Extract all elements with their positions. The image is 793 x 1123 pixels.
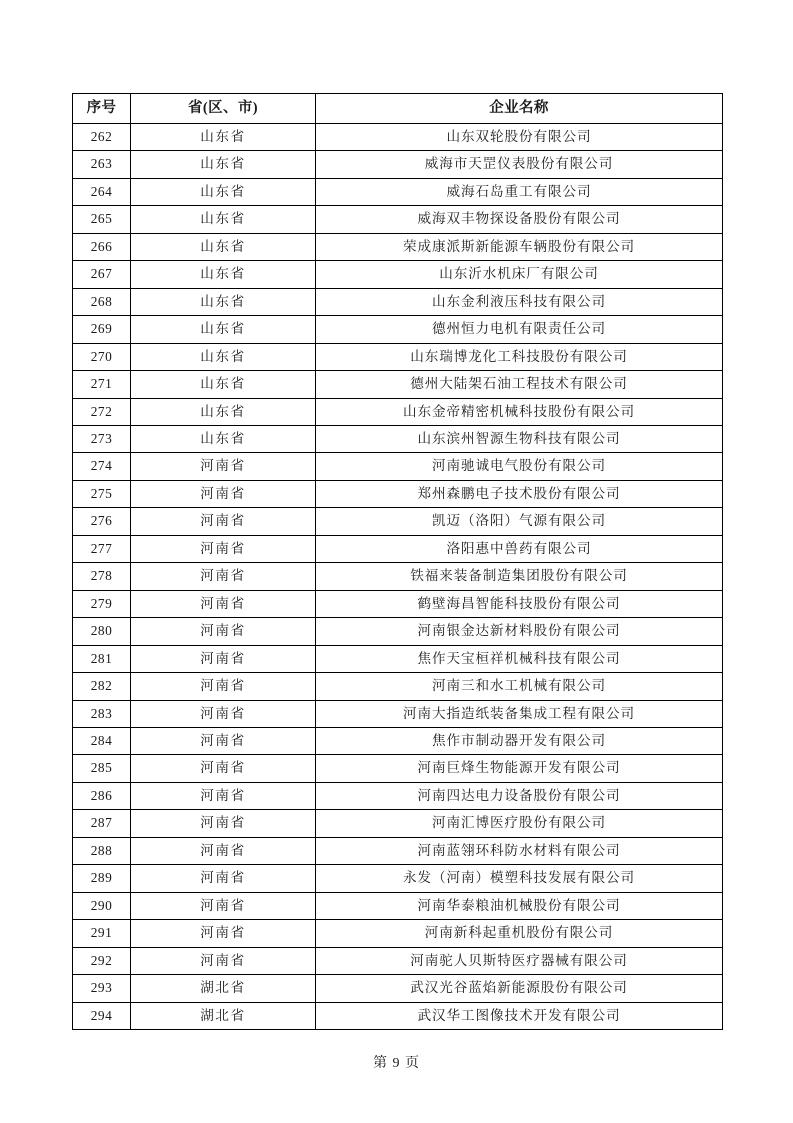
cell-province: 河南省 xyxy=(131,782,316,809)
cell-seq: 276 xyxy=(73,508,131,535)
cell-enterprise-name: 凯迈（洛阳）气源有限公司 xyxy=(316,508,723,535)
cell-seq: 271 xyxy=(73,371,131,398)
enterprise-list-table-container xyxy=(72,93,722,1030)
cell-enterprise-name: 山东金帝精密机械科技股份有限公司 xyxy=(316,398,723,425)
table-row xyxy=(73,535,723,562)
cell-province: 山东省 xyxy=(131,288,316,315)
cell-province: 山东省 xyxy=(131,124,316,151)
column-header-province: 省(区、市) xyxy=(131,94,316,124)
table-row xyxy=(73,892,723,919)
cell-seq: 289 xyxy=(73,865,131,892)
cell-enterprise-name: 河南驰诚电气股份有限公司 xyxy=(316,453,723,480)
cell-seq: 275 xyxy=(73,480,131,507)
table-row xyxy=(73,618,723,645)
table-row xyxy=(73,947,723,974)
table-row xyxy=(73,975,723,1002)
cell-province: 河南省 xyxy=(131,727,316,754)
cell-enterprise-name: 威海双丰物探设备股份有限公司 xyxy=(316,206,723,233)
cell-seq: 293 xyxy=(73,975,131,1002)
cell-province: 湖北省 xyxy=(131,1002,316,1029)
cell-seq: 287 xyxy=(73,810,131,837)
table-row xyxy=(73,371,723,398)
table-row xyxy=(73,1002,723,1029)
cell-seq: 273 xyxy=(73,425,131,452)
cell-enterprise-name: 郑州森鹏电子技术股份有限公司 xyxy=(316,480,723,507)
cell-seq: 266 xyxy=(73,233,131,260)
cell-enterprise-name: 焦作市制动器开发有限公司 xyxy=(316,727,723,754)
table-row xyxy=(73,727,723,754)
cell-seq: 265 xyxy=(73,206,131,233)
cell-seq: 280 xyxy=(73,618,131,645)
cell-enterprise-name: 河南汇博医疗股份有限公司 xyxy=(316,810,723,837)
cell-province: 河南省 xyxy=(131,508,316,535)
table-row xyxy=(73,398,723,425)
table-row xyxy=(73,755,723,782)
cell-enterprise-name: 河南大指造纸装备集成工程有限公司 xyxy=(316,700,723,727)
cell-seq: 288 xyxy=(73,837,131,864)
column-header-seq: 序号 xyxy=(73,94,131,124)
cell-province: 河南省 xyxy=(131,590,316,617)
cell-enterprise-name: 洛阳惠中兽药有限公司 xyxy=(316,535,723,562)
cell-province: 河南省 xyxy=(131,755,316,782)
cell-province: 河南省 xyxy=(131,618,316,645)
table-row xyxy=(73,782,723,809)
cell-seq: 269 xyxy=(73,316,131,343)
cell-enterprise-name: 鹤壁海昌智能科技股份有限公司 xyxy=(316,590,723,617)
cell-province: 河南省 xyxy=(131,673,316,700)
cell-seq: 267 xyxy=(73,261,131,288)
cell-enterprise-name: 河南新科起重机股份有限公司 xyxy=(316,920,723,947)
table-header-row xyxy=(73,94,723,124)
cell-seq: 272 xyxy=(73,398,131,425)
cell-province: 河南省 xyxy=(131,920,316,947)
table-row xyxy=(73,673,723,700)
column-header-enterprise-name: 企业名称 xyxy=(316,94,723,124)
page-footer: 第 9 页 xyxy=(373,1056,420,1071)
cell-seq: 286 xyxy=(73,782,131,809)
cell-seq: 292 xyxy=(73,947,131,974)
table-row xyxy=(73,453,723,480)
table-row xyxy=(73,700,723,727)
table-row xyxy=(73,837,723,864)
table-row xyxy=(73,288,723,315)
cell-province: 山东省 xyxy=(131,398,316,425)
cell-province: 山东省 xyxy=(131,371,316,398)
cell-enterprise-name: 河南蓝翎环科防水材料有限公司 xyxy=(316,837,723,864)
table-row xyxy=(73,865,723,892)
cell-province: 山东省 xyxy=(131,151,316,178)
cell-enterprise-name: 山东瑞博龙化工科技股份有限公司 xyxy=(316,343,723,370)
cell-province: 河南省 xyxy=(131,837,316,864)
table-row xyxy=(73,343,723,370)
cell-enterprise-name: 焦作天宝桓祥机械科技有限公司 xyxy=(316,645,723,672)
cell-province: 河南省 xyxy=(131,563,316,590)
cell-enterprise-name: 荣成康派斯新能源车辆股份有限公司 xyxy=(316,233,723,260)
table-row xyxy=(73,206,723,233)
cell-enterprise-name: 山东沂水机床厂有限公司 xyxy=(316,261,723,288)
cell-enterprise-name: 河南四达电力设备股份有限公司 xyxy=(316,782,723,809)
cell-enterprise-name: 德州大陆架石油工程技术有限公司 xyxy=(316,371,723,398)
table-row xyxy=(73,590,723,617)
cell-enterprise-name: 永发（河南）模塑科技发展有限公司 xyxy=(316,865,723,892)
cell-enterprise-name: 山东金利液压科技有限公司 xyxy=(316,288,723,315)
cell-enterprise-name: 威海市天罡仪表股份有限公司 xyxy=(316,151,723,178)
cell-province: 河南省 xyxy=(131,865,316,892)
table-row xyxy=(73,508,723,535)
cell-enterprise-name: 河南三和水工机械有限公司 xyxy=(316,673,723,700)
cell-province: 河南省 xyxy=(131,480,316,507)
cell-province: 山东省 xyxy=(131,178,316,205)
cell-province: 山东省 xyxy=(131,206,316,233)
cell-seq: 284 xyxy=(73,727,131,754)
cell-enterprise-name: 威海石岛重工有限公司 xyxy=(316,178,723,205)
cell-seq: 290 xyxy=(73,892,131,919)
cell-province: 河南省 xyxy=(131,700,316,727)
table-row xyxy=(73,563,723,590)
cell-province: 山东省 xyxy=(131,316,316,343)
table-row xyxy=(73,316,723,343)
table-row xyxy=(73,261,723,288)
table-row xyxy=(73,151,723,178)
cell-enterprise-name: 河南驼人贝斯特医疗器械有限公司 xyxy=(316,947,723,974)
cell-province: 山东省 xyxy=(131,343,316,370)
cell-province: 山东省 xyxy=(131,233,316,260)
cell-seq: 281 xyxy=(73,645,131,672)
cell-enterprise-name: 武汉华工图像技术开发有限公司 xyxy=(316,1002,723,1029)
cell-seq: 268 xyxy=(73,288,131,315)
cell-province: 河南省 xyxy=(131,535,316,562)
table-row xyxy=(73,233,723,260)
cell-seq: 270 xyxy=(73,343,131,370)
cell-province: 河南省 xyxy=(131,453,316,480)
table-row xyxy=(73,480,723,507)
table-row xyxy=(73,810,723,837)
enterprise-list-table xyxy=(72,93,723,1030)
cell-province: 河南省 xyxy=(131,892,316,919)
cell-seq: 283 xyxy=(73,700,131,727)
table-row xyxy=(73,124,723,151)
cell-province: 山东省 xyxy=(131,261,316,288)
cell-enterprise-name: 河南华泰粮油机械股份有限公司 xyxy=(316,892,723,919)
cell-province: 河南省 xyxy=(131,810,316,837)
cell-seq: 294 xyxy=(73,1002,131,1029)
table-body xyxy=(73,124,723,1030)
cell-enterprise-name: 山东滨州智源生物科技有限公司 xyxy=(316,425,723,452)
cell-province: 河南省 xyxy=(131,645,316,672)
cell-enterprise-name: 河南银金达新材料股份有限公司 xyxy=(316,618,723,645)
table-row xyxy=(73,920,723,947)
table-row xyxy=(73,645,723,672)
table-header xyxy=(73,94,723,124)
table-row xyxy=(73,178,723,205)
cell-seq: 285 xyxy=(73,755,131,782)
cell-seq: 274 xyxy=(73,453,131,480)
cell-province: 湖北省 xyxy=(131,975,316,1002)
cell-enterprise-name: 铁福来装备制造集团股份有限公司 xyxy=(316,563,723,590)
cell-seq: 278 xyxy=(73,563,131,590)
cell-enterprise-name: 山东双轮股份有限公司 xyxy=(316,124,723,151)
table-row xyxy=(73,425,723,452)
cell-seq: 282 xyxy=(73,673,131,700)
cell-enterprise-name: 德州恒力电机有限责任公司 xyxy=(316,316,723,343)
cell-seq: 291 xyxy=(73,920,131,947)
cell-enterprise-name: 河南巨烽生物能源开发有限公司 xyxy=(316,755,723,782)
cell-seq: 264 xyxy=(73,178,131,205)
cell-province: 山东省 xyxy=(131,425,316,452)
cell-seq: 262 xyxy=(73,124,131,151)
cell-seq: 263 xyxy=(73,151,131,178)
cell-seq: 277 xyxy=(73,535,131,562)
cell-seq: 279 xyxy=(73,590,131,617)
cell-province: 河南省 xyxy=(131,947,316,974)
cell-enterprise-name: 武汉光谷蓝焰新能源股份有限公司 xyxy=(316,975,723,1002)
